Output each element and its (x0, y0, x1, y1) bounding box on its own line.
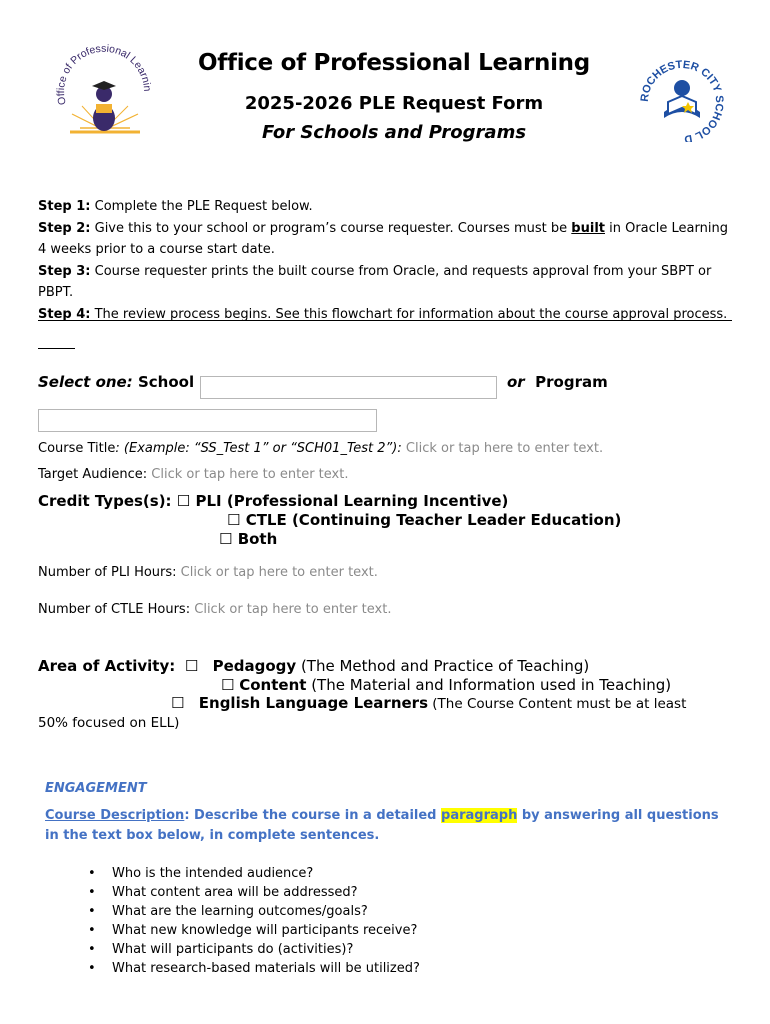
both-option-label: Both (237, 530, 278, 548)
content-checkbox[interactable]: ☐ (221, 675, 235, 694)
divider-short (38, 348, 75, 349)
step-3: Step 3: Course requester prints the built course from Oracle, and requests approval from your SBPT or PBPT. (38, 263, 712, 300)
select-one-label: Select one: (38, 373, 133, 391)
course-title-row (38, 441, 603, 456)
step-4: Step 4: The review process begins. See this flowchart for information about the course approval process. (38, 306, 728, 322)
svg-text:ROCHESTER CITY SCHOOL DISTRICT: ROCHESTER CITY SCHOOL D (638, 58, 726, 142)
pedagogy-label: Pedagogy (212, 657, 297, 675)
rcsd-logo (636, 52, 726, 142)
list-item: • Who is the intended audience? (88, 864, 420, 883)
pli-hours-row (38, 565, 378, 580)
pli-hours-input[interactable]: Click or tap here to enter text. (180, 565, 378, 580)
highlight-paragraph: paragraph (441, 808, 518, 823)
step-2: Step 2: Give this to your school or program’s course requester. Courses must be built in Oracle Learning 4 weeks prior to a course start date. (38, 220, 728, 257)
target-audience-input[interactable]: Click or tap here to enter text. (151, 467, 349, 482)
engagement-heading: ENGAGEMENT (45, 781, 147, 796)
pli-option-label: PLI (Professional Learning Incentive) (195, 492, 509, 510)
program-label: Program (535, 373, 608, 391)
ctle-hours-row: Number of CTLE Hours: Click or tap here to enter text. (38, 602, 392, 617)
credit-types (38, 492, 621, 549)
ell-checkbox[interactable]: ☐ (171, 694, 185, 712)
ell-wrap-text: 50% focused on ELL) (38, 714, 180, 731)
course-title-label: Course Title (38, 441, 116, 456)
program-row (507, 373, 608, 391)
course-title-input[interactable]: Click or tap here to enter text. (405, 441, 604, 456)
list-item: • What are the learning outcomes/goals? (88, 902, 420, 921)
list-item: • What will participants do (activities)? (88, 940, 420, 959)
divider (38, 320, 732, 321)
course-description-link[interactable]: Course Description (45, 808, 185, 823)
program-input[interactable] (38, 409, 377, 432)
list-item: • What new knowledge will participants receive? (88, 921, 420, 940)
content-label: Content (239, 675, 307, 694)
ctle-hours-label: Number of CTLE Hours (38, 602, 186, 617)
select-one-row (38, 373, 194, 391)
course-title-hint: : (Example: “SS_Test 1” or “SCH01_Test 2”): (115, 441, 402, 456)
pedagogy-checkbox[interactable]: ☐ (184, 657, 199, 675)
list-item: • What content area will be addressed? (88, 883, 420, 902)
professional-learning-logo (52, 42, 157, 147)
ctle-hours-input[interactable]: Click or tap here to enter text. (194, 602, 392, 617)
instructions (38, 196, 738, 325)
area-label: Area of Activity: (38, 657, 176, 675)
ctle-checkbox[interactable]: ☐ (227, 511, 241, 529)
pli-hours-label: Number of PLI Hours: (38, 565, 177, 580)
both-checkbox[interactable]: ☐ (219, 530, 233, 548)
pli-checkbox[interactable]: ☐ (176, 492, 191, 510)
question-list (88, 864, 420, 978)
step-1: Step 1: Complete the PLE Request below. (38, 199, 313, 214)
target-audience-label: Target Audience: (38, 467, 148, 482)
form-subtitle: 2025-2026 PLE Request Form (244, 93, 544, 114)
svg-text:Office of Professional Learnin: Office of Professional Learnin (55, 42, 154, 107)
course-description: Course Description: Describe the course in a detailed paragraph by answering all questions in the text box below, in complete sentences. (45, 808, 719, 843)
or-label: or (507, 373, 525, 391)
page-title: Office of Professional Learning (198, 50, 590, 76)
school-label: School (137, 373, 195, 391)
list-item: • What research-based materials will be utilized? (88, 959, 420, 978)
credit-types-label: Credit Types(s): (38, 492, 172, 510)
target-audience-row (38, 467, 348, 482)
form-subtitle-italic: For Schools and Programs (261, 122, 527, 143)
area-of-activity: Area of Activity: ☐ Pedagogy (The Method and Practice of Teaching) ☐ Content (The Material and Information used in Teaching) ☐ English Language Learners (The Course Content must be at least 50% focused on ELL) (38, 657, 687, 731)
ell-label: English Language Learners (198, 694, 428, 712)
ctle-option-label: CTLE (Continuing Teacher Leader Education) (245, 511, 622, 529)
school-input[interactable] (200, 376, 497, 399)
